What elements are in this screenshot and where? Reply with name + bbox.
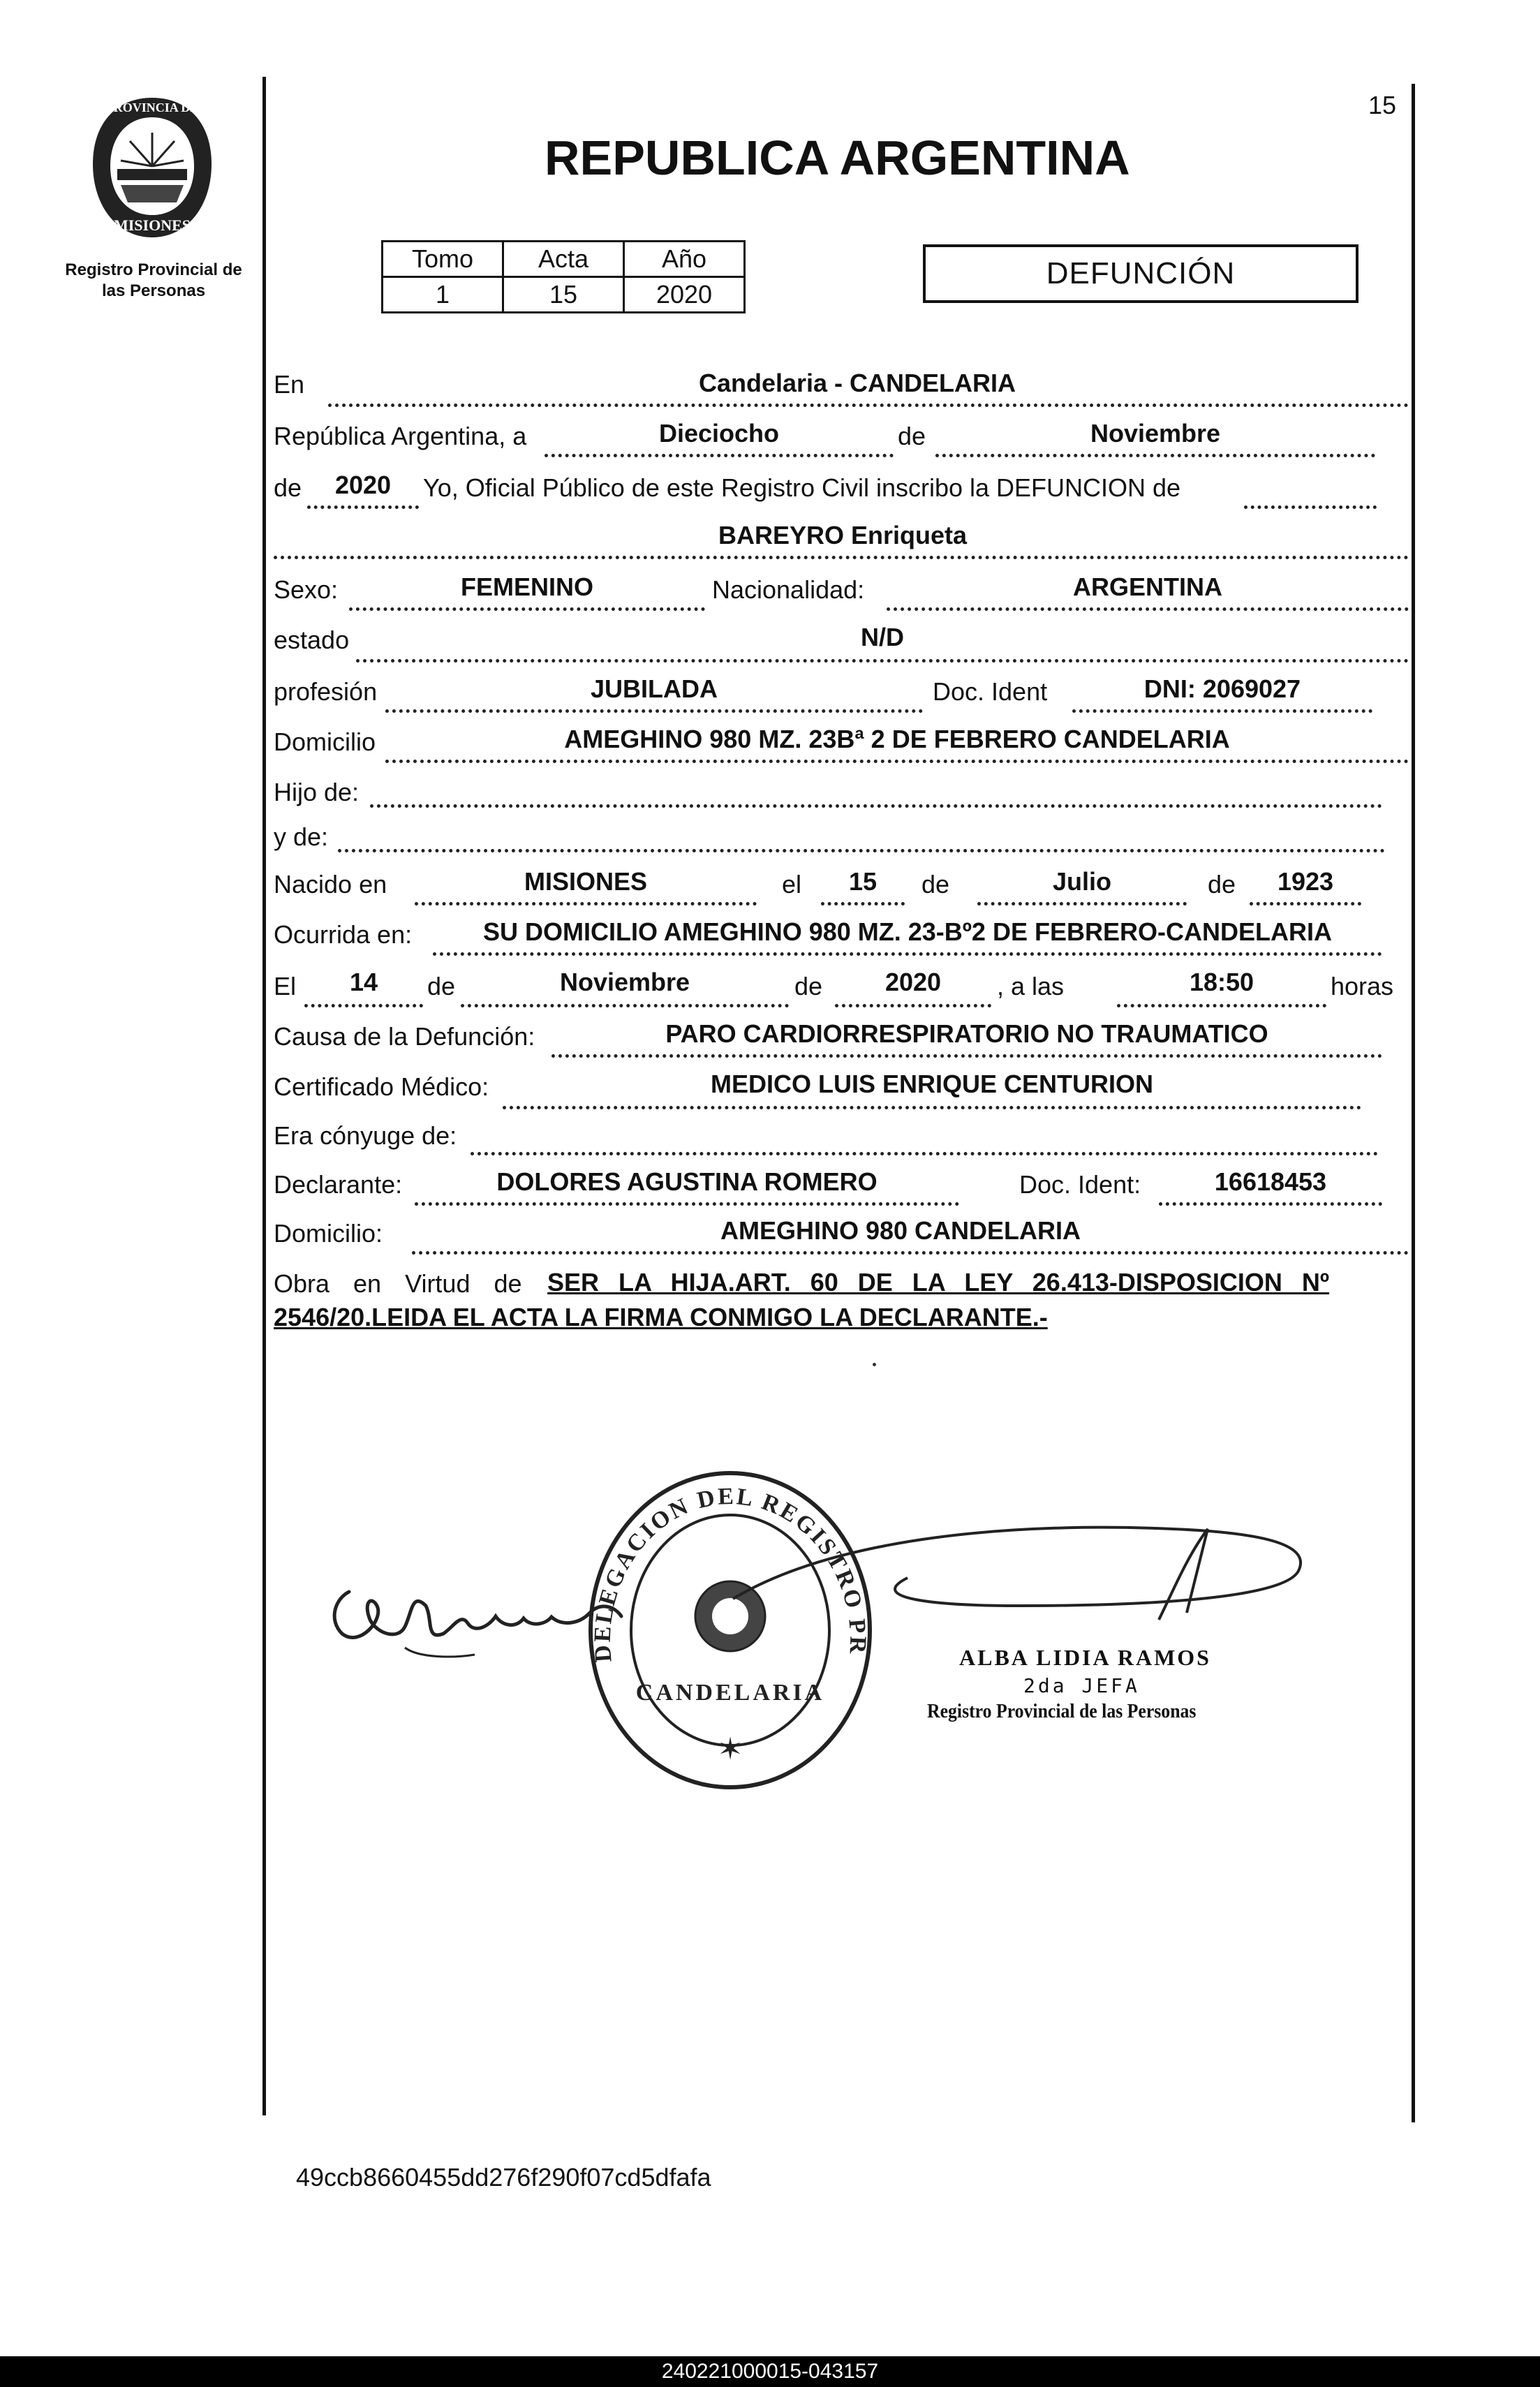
- document-hash: 49ccb8660455dd276f290f07cd5dfafa: [296, 2163, 711, 2192]
- field-def-dia: 14: [349, 968, 378, 996]
- dotted-line: [370, 804, 1382, 808]
- label-a-las: , a las: [997, 972, 1065, 1000]
- label-de: de: [921, 870, 950, 899]
- dotted-line: [887, 607, 1409, 611]
- officer-signature: [726, 1494, 1319, 1648]
- label-declarante: Declarante:: [274, 1170, 403, 1199]
- seal-inner-text: CANDELARIA: [635, 1680, 825, 1706]
- dotted-line: [307, 505, 419, 509]
- record-table-header: Año: [624, 242, 745, 277]
- field-estado: N/D: [861, 623, 904, 651]
- officer-role: 2da JEFA: [1023, 1674, 1140, 1697]
- dotted-line: [821, 902, 905, 906]
- dotted-line: [349, 607, 705, 611]
- record-table: [381, 240, 746, 313]
- field-domicilio: AMEGHINO 980 MZ. 23Bª 2 DE FEBRERO CANDELARIA: [564, 725, 1230, 753]
- label-causa: Causa de la Defunción:: [274, 1022, 535, 1051]
- field-lugar: Candelaria - CANDELARIA: [698, 369, 1016, 397]
- dotted-line: [471, 1152, 1378, 1155]
- label-domicilio: Domicilio: [274, 727, 376, 756]
- field-def-hora: 18:50: [1189, 968, 1254, 996]
- dotted-line: [1117, 1004, 1326, 1007]
- logo-text-bottom: MISIONES: [113, 216, 191, 234]
- dotted-line: [551, 1054, 1382, 1058]
- field-nacionalidad: ARGENTINA: [1073, 572, 1222, 601]
- field-nac-mes: Julio: [1052, 867, 1111, 896]
- field-sexo: FEMENINO: [460, 572, 593, 601]
- small-dot: [873, 1363, 876, 1366]
- label-horas: horas: [1331, 972, 1394, 1000]
- dotted-line: [977, 902, 1187, 906]
- field-mes: Noviembre: [1090, 419, 1221, 448]
- seal-star-icon: ✶: [717, 1732, 743, 1766]
- dotted-line: [274, 556, 1409, 559]
- province-logo: [82, 91, 222, 244]
- record-table-cell: 15: [503, 277, 624, 313]
- field-obra-line-2: 2546/20.LEIDA EL ACTA LA FIRMA CONMIGO LA DECLARANTE.-: [274, 1303, 1048, 1331]
- label-hijo-de: Hijo de:: [274, 778, 360, 806]
- dotted-line: [415, 1202, 959, 1206]
- dotted-line: [356, 659, 1409, 663]
- label-obra: Obra en Virtud de: [274, 1269, 522, 1298]
- dotted-line: [1250, 902, 1361, 906]
- label-yo: Yo, Oficial Público de este Registro Civil inscribo la DEFUNCION de: [423, 473, 1181, 502]
- field-nac-anio: 1923: [1277, 867, 1334, 896]
- registry-line-1: Registro Provincial de: [65, 260, 242, 279]
- page-title: REPUBLICA ARGENTINA: [545, 131, 1130, 185]
- dotted-line: [503, 1106, 1361, 1109]
- right-frame-line: [1412, 84, 1415, 2122]
- label-doc-ident: Doc. Ident:: [1019, 1170, 1141, 1199]
- label-de: de: [1208, 870, 1236, 899]
- field-obra-line-1: SER LA HIJA.ART. 60 DE LA LEY 26.413-DISPOSICION Nº: [547, 1268, 1330, 1296]
- record-table-header-row: [383, 242, 745, 277]
- label-en: En: [274, 370, 305, 399]
- label-ocurrida-en: Ocurrida en:: [274, 920, 413, 949]
- field-declarante: DOLORES AGUSTINA ROMERO: [496, 1167, 878, 1196]
- officer-name: ALBA LIDIA RAMOS: [959, 1645, 1211, 1670]
- field-nombre: BAREYRO Enriqueta: [718, 521, 968, 549]
- field-def-anio: 2020: [884, 968, 942, 996]
- officer-office: Registro Provincial de las Personas: [927, 1701, 1197, 1722]
- label-doc-ident: Doc. Ident: [933, 677, 1048, 706]
- label-y-de: y de:: [274, 822, 329, 851]
- field-dia: Dieciocho: [658, 419, 780, 448]
- label-de: de: [898, 422, 926, 450]
- record-table-header: Acta: [503, 242, 624, 277]
- label-conyuge: Era cónyuge de:: [274, 1121, 457, 1150]
- label-republica: República Argentina, a: [274, 422, 527, 450]
- field-causa: PARO CARDIORRESPIRATORIO NO TRAUMATICO: [665, 1019, 1268, 1048]
- dotted-line: [415, 902, 757, 906]
- label-de: de: [274, 473, 302, 502]
- logo-text-top: PROVINCIA DE: [105, 101, 199, 114]
- dotted-line: [1159, 1202, 1382, 1206]
- dotted-line: [385, 709, 923, 713]
- field-anio: 2020: [334, 471, 392, 499]
- label-el: el: [782, 870, 802, 899]
- left-frame-line: [262, 77, 266, 2115]
- field-ocurrida-en: SU DOMICILIO AMEGHINO 980 MZ. 23-Bº2 DE FEBRERO-CANDELARIA: [483, 917, 1332, 946]
- record-type-box: DEFUNCIÓN: [923, 244, 1358, 303]
- record-table-cell: 1: [383, 277, 503, 313]
- field-doc: DNI: 2069027: [1143, 674, 1301, 703]
- label-nacido-en: Nacido en: [274, 870, 387, 899]
- label-de: de: [794, 972, 823, 1000]
- dotted-line: [385, 760, 1409, 763]
- label-sexo: Sexo:: [274, 575, 339, 604]
- dotted-line: [433, 952, 1382, 956]
- field-declarante-domicilio: AMEGHINO 980 CANDELARIA: [720, 1216, 1081, 1245]
- footer-code: 240221000015-043157: [0, 2356, 1540, 2387]
- field-nacido-en: MISIONES: [524, 867, 648, 896]
- dotted-line: [338, 849, 1385, 852]
- dotted-line: [1072, 709, 1372, 713]
- label-domicilio: Domicilio:: [274, 1219, 383, 1248]
- field-def-mes: Noviembre: [559, 968, 690, 996]
- dotted-line: [1244, 505, 1377, 509]
- field-declarante-doc: 16618453: [1214, 1167, 1327, 1196]
- dotted-line: [304, 1004, 423, 1007]
- label-de: de: [427, 972, 456, 1000]
- dotted-line: [935, 454, 1375, 457]
- registry-line-2: las Personas: [101, 281, 206, 300]
- dotted-line: [412, 1251, 1409, 1255]
- dotted-line: [545, 454, 894, 457]
- page-number: 15: [1368, 91, 1397, 119]
- record-table-cell: 2020: [624, 277, 745, 313]
- label-certificado: Certificado Médico:: [274, 1072, 489, 1101]
- record-table-header: Tomo: [383, 242, 503, 277]
- dotted-line: [835, 1004, 991, 1007]
- label-estado: estado: [274, 626, 350, 654]
- label-nacionalidad: Nacionalidad:: [712, 575, 865, 604]
- field-profesion: JUBILADA: [590, 674, 718, 703]
- registry-name: [49, 260, 258, 302]
- record-table-value-row: [383, 277, 745, 313]
- dotted-line: [328, 404, 1409, 407]
- label-el-cap: El: [274, 972, 297, 1000]
- seal-ring-text: DELEGACION DEL REGISTRO PR: [589, 1483, 871, 1664]
- label-profesion: profesión: [274, 677, 378, 706]
- field-certificado: MEDICO LUIS ENRIQUE CENTURION: [710, 1070, 1154, 1098]
- dotted-line: [461, 1004, 789, 1007]
- field-nac-dia: 15: [848, 867, 878, 896]
